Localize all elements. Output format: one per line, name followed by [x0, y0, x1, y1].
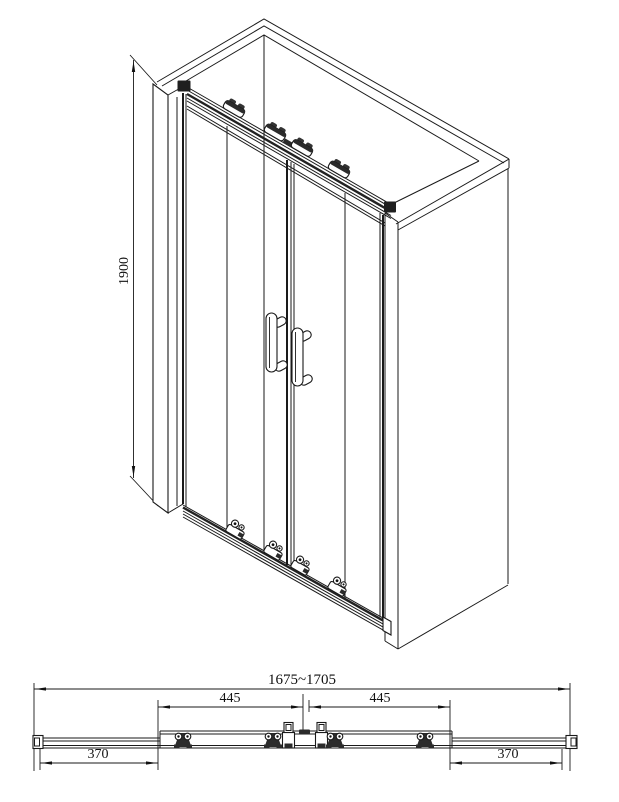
- wall-frame-ring: [157, 19, 509, 230]
- panel-dimension-left: [158, 691, 303, 709]
- side-dimension-right-label: 370: [497, 747, 519, 762]
- bottom-roller: [327, 575, 350, 597]
- side-dimension-right: [450, 747, 562, 765]
- side-dimension-left: [40, 747, 158, 765]
- handle-mount-left: [283, 723, 295, 749]
- left-wall-panel: [153, 84, 184, 513]
- rail-roller: [416, 733, 434, 748]
- handle-mount-right: [316, 723, 328, 749]
- door-handle-right: [292, 328, 314, 387]
- dim-arrow-up: [132, 61, 135, 72]
- rail-roller: [174, 733, 192, 748]
- side-dimension-left-label: 370: [87, 747, 109, 762]
- height-dimension: [117, 55, 158, 506]
- panel-dimension-left-label: 445: [219, 691, 241, 706]
- right-wall-panel: [385, 169, 508, 649]
- dim-arrow-down: [132, 466, 135, 477]
- track-corner-bracket: [178, 81, 191, 92]
- rail-roller: [326, 733, 344, 748]
- door-handle-left: [266, 313, 289, 373]
- overall-width-dimension: [34, 672, 570, 691]
- panel-dimension-right: [309, 691, 450, 709]
- plan-view: [33, 672, 577, 771]
- panel-dimension-right-label: 445: [369, 691, 391, 706]
- center-seal-block: [299, 730, 310, 735]
- overall-width-label: 1675~1705: [267, 672, 337, 688]
- height-dimension-label: 1900: [117, 257, 132, 285]
- door-handles: [266, 313, 314, 387]
- bottom-roller: [263, 539, 286, 561]
- top-roller: [290, 136, 315, 158]
- rail-roller: [264, 733, 282, 748]
- extension-lines: [34, 683, 570, 771]
- bottom-rail-plan: [33, 730, 577, 749]
- isometric-view: [117, 19, 509, 649]
- track-end-bracket: [384, 202, 396, 213]
- top-roller: [263, 120, 288, 142]
